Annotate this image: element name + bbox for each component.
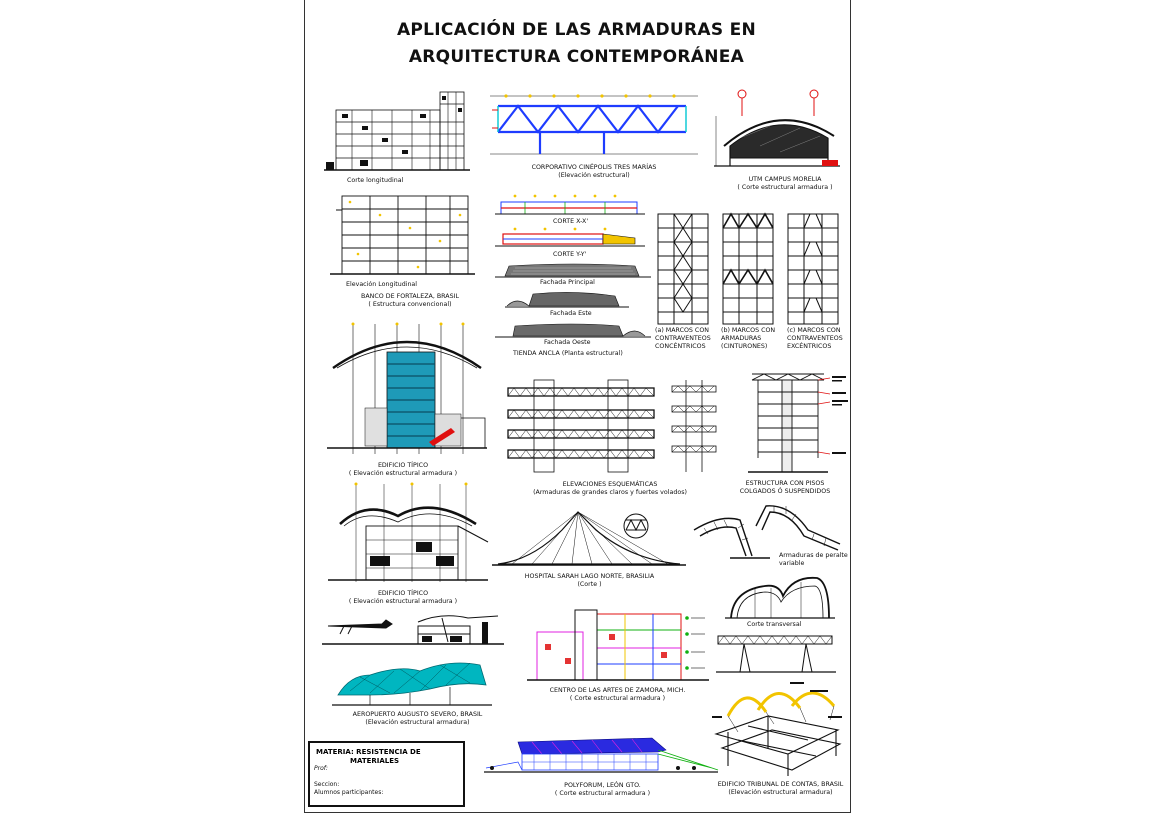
aeropuerto-corte-drawing [322, 612, 504, 650]
caption-edificio-2-line-2: ( Elevación estructural armadura ) [348, 598, 458, 605]
pisos-colgados-drawing [748, 372, 853, 478]
centro-artes-zamora-drawing [525, 604, 710, 686]
caption-elevacion-longitudinal: Elevación Longitudinal [346, 281, 418, 288]
caption-polyforum-line-1: POLYFORUM, LEÓN GTO. [564, 782, 641, 789]
tribunal-contas-drawing [708, 676, 848, 778]
marcos-excentricos-drawing [784, 210, 842, 326]
caption-peralte-line-1: Armaduras de peralte [779, 552, 848, 559]
caption-corte-transversal: Corte transversal [747, 621, 802, 628]
caption-marcos-a-2: CONTRAVENTEOS [655, 335, 711, 342]
caption-tienda-ancla: TIENDA ANCLA (Planta estructural) [513, 350, 623, 357]
materia-label [316, 748, 456, 766]
title-line-1: APLICACIÓN DE LAS ARMADURAS EN [396, 20, 757, 40]
caption-edificio-1-line-1: EDIFICIO TÍPICO [377, 462, 429, 469]
caption-pisos-line-1: ESTRUCTURA CON PISOS [745, 480, 825, 487]
caption-aeropuerto-line-2: (Elevación estructural armadura) [365, 719, 470, 726]
caption-utm-line-1: UTM CAMPUS MORELIA [748, 176, 822, 183]
caption-fachada-principal: Fachada Principal [540, 279, 595, 286]
caption-banco-line-1: BANCO DE FORTALEZA, BRASIL [361, 293, 459, 300]
caption-tribunal-line-2: (Elevación estructural armadura) [728, 789, 833, 796]
caption-sarah-line-2: (Corte ) [577, 581, 602, 588]
caption-tribunal-line-1: EDIFICIO TRIBUNAL DE CONTAS, BRASIL [717, 781, 844, 788]
marcos-concentricos-drawing [654, 210, 712, 326]
tienda-fachada-este-drawing [505, 290, 630, 310]
caption-fachada-este: Fachada Este [550, 310, 592, 317]
title-block [308, 741, 465, 807]
caption-zamora-line-1: CENTRO DE LAS ARTES DE ZAMORA, MICH. [549, 687, 686, 694]
cinepolis-elevation-drawing [488, 90, 700, 160]
caption-sarah-line-1: HOSPITAL SARAH LAGO NORTE, BRASILIA [524, 573, 655, 580]
tienda-corte-yy-drawing [495, 226, 655, 250]
banco-corte-longitudinal-drawing [322, 90, 472, 175]
elevacion-torre-drawing [668, 378, 720, 474]
caption-fachada-oeste: Fachada Oeste [544, 339, 591, 346]
elevaciones-esquematicas-drawing [500, 376, 660, 476]
polyforum-drawing [482, 732, 720, 778]
caption-marcos-a-3: CONCÉNTRICOS [655, 343, 706, 350]
aeropuerto-elevacion-drawing [330, 655, 495, 709]
caption-elevaciones-line-2: (Armaduras de grandes claros y fuertes volados) [533, 489, 687, 496]
caption-corte-yy: CORTE Y-Y' [553, 251, 587, 258]
caption-utm-line-2: ( Corte estructural armadura ) [737, 184, 833, 191]
caption-corte-longitudinal: Corte longitudinal [347, 177, 404, 184]
caption-marcos-c-1: (c) MARCOS CON [787, 327, 841, 334]
caption-edificio-1-line-2: ( Elevación estructural armadura ) [348, 470, 458, 477]
caption-corte-xx: CORTE X-X' [553, 218, 589, 225]
caption-cinepolis-line-2: (Elevación estructural) [558, 172, 630, 179]
utm-section-drawing [710, 86, 844, 174]
caption-marcos-c-3: EXCÉNTRICOS [787, 343, 832, 350]
edificio-tipico-1-drawing [325, 322, 490, 458]
edificio-tipico-2-drawing [326, 482, 491, 586]
seccion-field: Seccion: [314, 781, 340, 788]
caption-banco-line-2: ( Estructura convencional) [368, 301, 452, 308]
caption-aeropuerto-line-1: AEROPUERTO AUGUSTO SEVERO, BRASIL [352, 711, 483, 718]
caption-cinepolis-line-1: CORPORATIVO CINÉPOLIS TRES MARÍAS [531, 164, 657, 171]
caption-marcos-b-3: (CINTURONES) [721, 343, 768, 350]
materia-line-1: MATERIA: RESISTENCIA DE [316, 748, 421, 756]
caption-marcos-a-1: (a) MARCOS CON [655, 327, 709, 334]
prof-field: Prof: [314, 765, 328, 772]
caption-peralte-line-2: variable [779, 560, 805, 567]
title-line-2: ARQUITECTURA CONTEMPORÁNEA [408, 47, 745, 67]
tienda-corte-xx-drawing [495, 192, 655, 218]
caption-marcos-c-2: CONTRAVENTEOS [787, 335, 843, 342]
caption-marcos-b-1: (b) MARCOS CON [721, 327, 776, 334]
banco-elevacion-drawing [330, 192, 475, 280]
hospital-sarah-drawing [492, 508, 687, 570]
marcos-cinturones-drawing [719, 210, 777, 326]
puente-armadura-drawing [716, 632, 836, 674]
caption-zamora-line-2: ( Corte estructural armadura ) [569, 695, 666, 702]
caption-polyforum-line-2: ( Corte estructural armadura ) [554, 790, 651, 797]
corte-transversal-drawing [725, 570, 835, 620]
caption-edificio-2-line-1: EDIFICIO TÍPICO [377, 590, 429, 597]
tienda-fachada-oeste-drawing [495, 320, 655, 340]
materia-line-2: MATERIALES [350, 757, 400, 765]
alumnos-field: Alumnos participantes: [314, 789, 384, 796]
caption-marcos-b-2: ARMADURAS [721, 335, 762, 342]
tienda-fachada-principal-drawing [495, 260, 655, 280]
caption-pisos-line-2: COLGADOS Ó SUSPENDIDOS [739, 488, 831, 495]
caption-elevaciones-line-1: ELEVACIONES ESQUEMÁTICAS [562, 481, 658, 488]
